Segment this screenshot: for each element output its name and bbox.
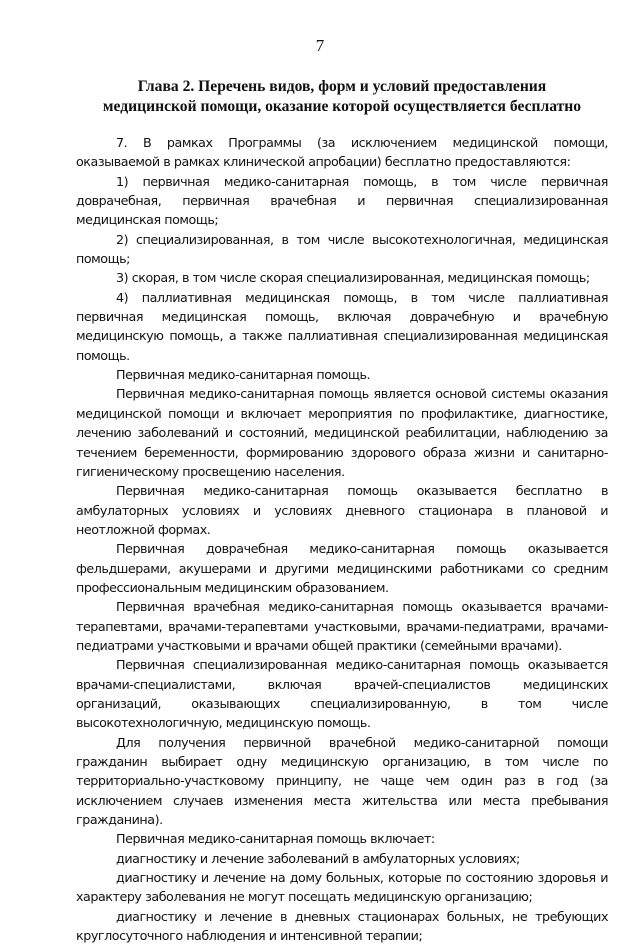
paragraph: Первичная специализированная медико-санитарная помощь оказывается врачами-специалистами, включая врачей-специалистов медицинских организаций, оказывающих специализированную, в том числе высокотехнологичную, медицинскую помощь. [76,657,608,731]
paragraph-item-7-intro: 7. В рамках Программы (за исключением медицинской помощи, оказываемой в рамках клинической апробации) бесплатно предоставляются: [76,135,608,170]
section-heading-primary-care: Первичная медико-санитарная помощь. [116,367,371,383]
paragraph: Для получения первичной врачебной медико-санитарной помощи гражданин выбирает одну медицинскую организацию, в том числе по территориально-участковому принципу, не чаще чем один раз в год (за исключением случаев изменения места жительства или места пребывания гражданина). [76,734,608,828]
list-item: диагностику и лечение заболеваний в амбулаторных условиях; [116,850,520,866]
document-body [76,133,608,945]
list-item-specialized-care: 2) специализированная, в том числе высокотехнологичная, медицинская помощь; [76,231,608,267]
list-item-palliative-care: 4) паллиативная медицинская помощь, в том числе паллиативная первичная медицинская помощь, включая доврачебную и врачебную медицинскую помощь, а также паллиативная специализированная медицинская помощь. [76,289,608,363]
chapter-title [76,77,608,117]
paragraph: Первичная медико-санитарная помощь оказывается бесплатно в амбулаторных условиях и условиях дневного стационара в плановой и неотложной формах. [76,483,608,537]
page-number: 7 [315,36,325,55]
paragraph: Первичная доврачебная медико-санитарная помощь оказывается фельдшерами, акушерами и другими медицинскими работниками со средним профессиональным медицинским образованием. [76,541,608,595]
paragraph: Первичная врачебная медико-санитарная помощь оказывается врачами-терапевтами, врачами-терапевтами участковыми, врачами-педиатрами, врачами-педиатрами участковыми и врачами общей практики (семейными врачами). [76,599,608,653]
list-item: диагностику и лечение на дому больных, которые по состоянию здоровья и характеру заболевания не могут посещать медицинскую организацию; [76,870,608,905]
list-item-primary-care: 1) первичная медико-санитарная помощь, в том числе первичная доврачебная, первичная врачебная и первичная специализированная медицинская помощь; [76,173,608,228]
list-item: диагностику и лечение в дневных стационарах больных, не требующих круглосуточного наблюдения и интенсивной терапии; [76,908,608,944]
paragraph: Первичная медико-санитарная помощь является основой системы оказания медицинской помощи и включает мероприятия по профилактике, диагностике, лечению заболеваний и состояний, медицинской реабилитации, наблюдению за течением беременности, формированию здорового образа жизни и санитарно-гигиеническому просвещению населения. [76,386,608,479]
chapter-title-line-2: медицинской помощи, оказание которой осуществляется бесплатно [102,98,582,115]
list-item-emergency-care: 3) скорая, в том числе скорая специализированная, медицинская помощь; [116,270,590,286]
chapter-title-line-1: Глава 2. Перечень видов, форм и условий предоставления [137,78,547,95]
paragraph: Первичная медико-санитарная помощь включает: [116,831,435,847]
